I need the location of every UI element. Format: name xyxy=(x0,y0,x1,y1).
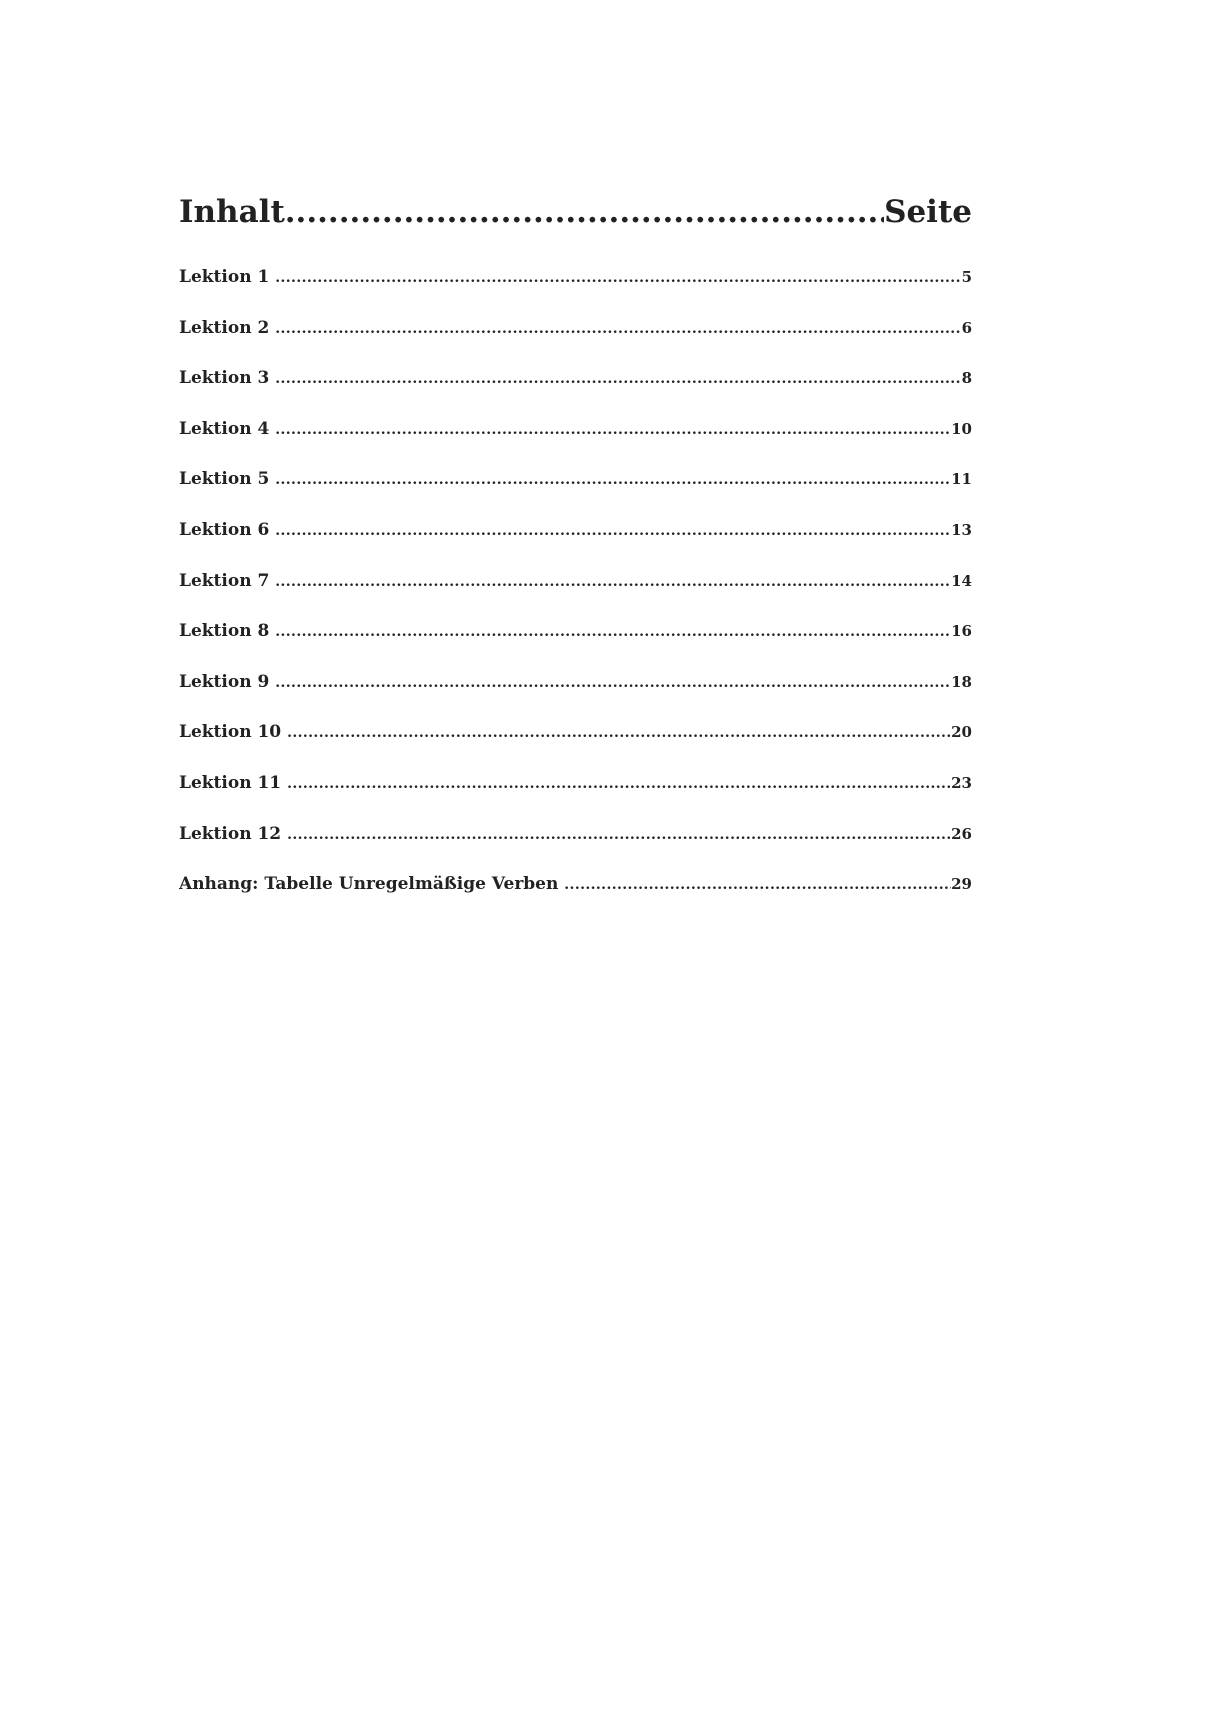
toc-entry-page: 5 xyxy=(961,268,972,286)
toc-entry-title: Lektion 7 xyxy=(179,570,270,591)
toc-entry-title: Lektion 9 xyxy=(179,671,270,692)
toc-entry[interactable] xyxy=(179,872,972,896)
toc-entry-page: 29 xyxy=(951,875,972,894)
toc-entry-leader xyxy=(275,620,951,643)
toc-entry-leader xyxy=(275,317,961,340)
toc-entry-leader xyxy=(287,823,951,846)
toc-heading-page-label: Seite xyxy=(884,194,972,230)
toc-entry-page: 10 xyxy=(951,419,972,438)
toc-entry-title: Lektion 11 xyxy=(179,772,282,793)
toc-entry-page: 11 xyxy=(951,470,972,489)
toc-entry-title: Lektion 8 xyxy=(179,621,270,642)
toc-entry-leader xyxy=(275,671,951,694)
toc-entry-page: 14 xyxy=(951,571,972,590)
toc-entry[interactable] xyxy=(179,720,972,744)
toc-entry-title: Lektion 10 xyxy=(179,722,282,743)
toc-entry[interactable] xyxy=(179,467,972,491)
toc-entry-title: Lektion 6 xyxy=(179,519,270,540)
toc-entry-leader xyxy=(287,772,951,795)
toc-entry-title: Lektion 1 xyxy=(179,267,270,287)
toc-entry[interactable] xyxy=(179,366,972,390)
toc-entry-title: Lektion 4 xyxy=(179,418,270,439)
toc-entry-title: Lektion 5 xyxy=(179,469,270,490)
toc-entry[interactable] xyxy=(179,316,972,340)
toc-entry-leader xyxy=(275,468,951,491)
toc-entry[interactable] xyxy=(179,569,972,593)
toc-entry-leader xyxy=(564,873,951,896)
toc-entry-leader xyxy=(275,367,961,390)
toc-entry-page: 18 xyxy=(951,672,972,691)
table-of-contents xyxy=(179,188,972,923)
toc-entry[interactable] xyxy=(179,670,972,694)
toc-entry-title: Lektion 12 xyxy=(179,823,282,844)
toc-heading-title: Inhalt xyxy=(179,194,285,230)
toc-entry-page: 23 xyxy=(951,773,972,792)
toc-entry-leader xyxy=(275,266,961,289)
toc-entry-page: 20 xyxy=(951,723,972,742)
toc-entry[interactable] xyxy=(179,265,972,289)
toc-entry[interactable] xyxy=(179,417,972,441)
toc-entry[interactable] xyxy=(179,822,972,846)
toc-heading xyxy=(179,188,972,236)
toc-entry[interactable] xyxy=(179,619,972,643)
toc-entry-leader xyxy=(275,418,951,441)
toc-entry-leader xyxy=(287,721,951,744)
toc-entry-title: Lektion 2 xyxy=(179,317,270,338)
toc-entry-title: Anhang: Tabelle Unregelmäßige Verben xyxy=(179,874,559,895)
toc-entry[interactable] xyxy=(179,771,972,795)
toc-entry-page: 13 xyxy=(951,520,972,539)
toc-entry-leader xyxy=(275,570,951,593)
toc-entry-page: 26 xyxy=(951,824,972,843)
toc-entry-page: 16 xyxy=(951,622,972,641)
toc-entry-page: 8 xyxy=(961,369,972,388)
toc-entry-page: 6 xyxy=(961,318,972,337)
toc-heading-leader xyxy=(285,188,884,236)
toc-entry-title: Lektion 3 xyxy=(179,368,270,389)
toc-entry[interactable] xyxy=(179,518,972,542)
toc-entry-leader xyxy=(275,519,951,542)
